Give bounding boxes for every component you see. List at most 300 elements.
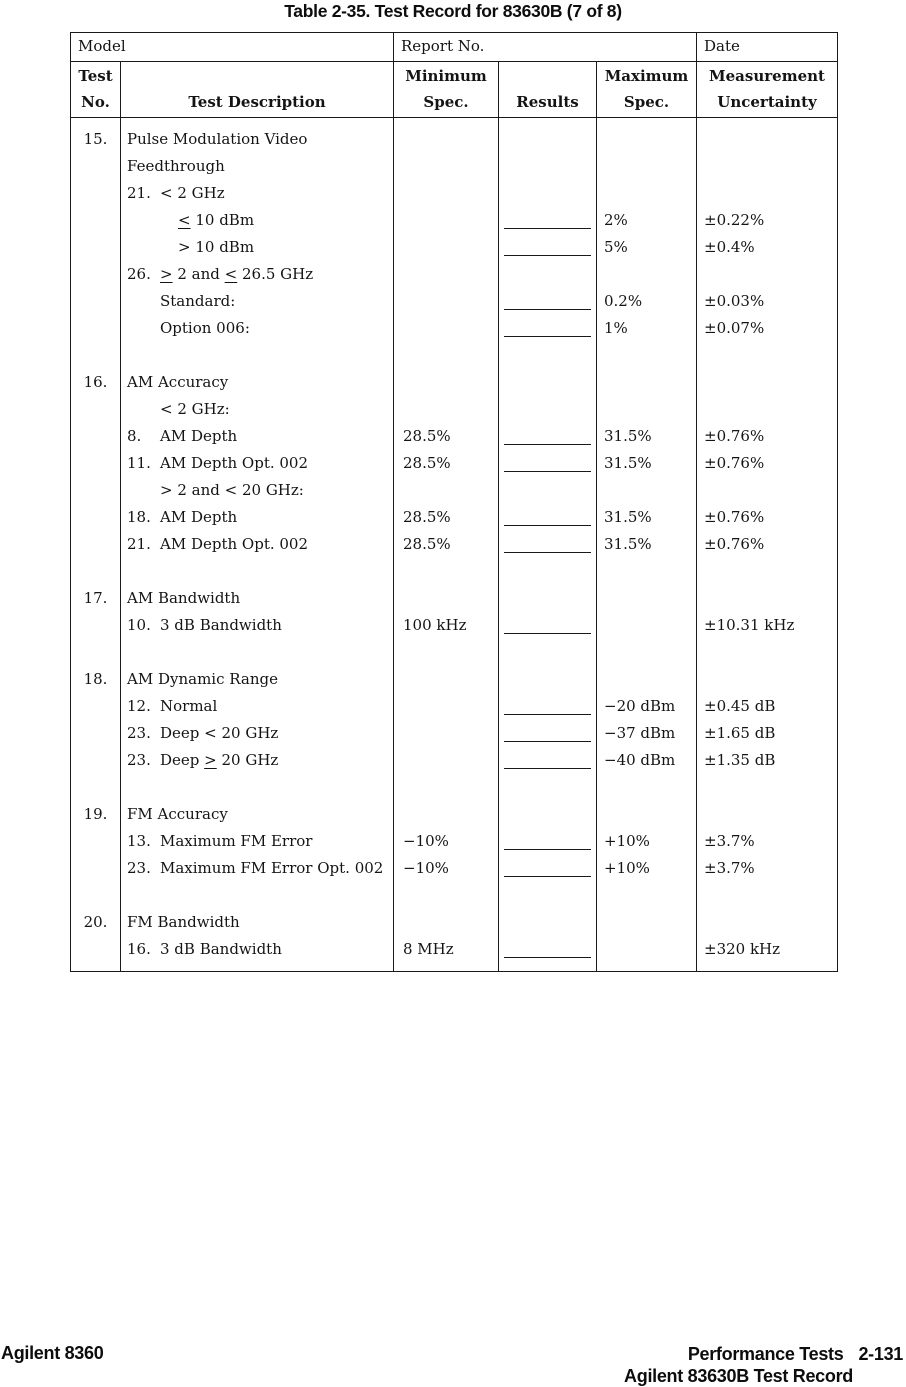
description-cell <box>120 666 393 693</box>
min-spec-cell <box>393 720 498 747</box>
test-no-cell <box>71 693 120 720</box>
test-no-cell <box>71 639 120 666</box>
uncertainty-cell <box>696 585 837 612</box>
test-no-cell: 15. <box>83 130 108 148</box>
results-cell <box>498 801 596 828</box>
test-no-cell <box>71 342 120 369</box>
min-spec-cell <box>393 261 498 288</box>
test-no-cell <box>71 396 120 423</box>
min-spec-cell <box>393 909 498 936</box>
results-cell <box>498 666 596 693</box>
uncertainty-cell: ±0.4% <box>696 234 837 261</box>
test-no-cell <box>71 774 120 801</box>
uncertainty-cell <box>696 369 837 396</box>
table-row <box>71 153 837 180</box>
max-spec-cell: 31.5% <box>596 531 696 558</box>
results-cell <box>498 450 596 477</box>
table-row <box>71 693 837 720</box>
uncertainty-cell: ±3.7% <box>696 855 837 882</box>
results-cell <box>498 288 596 315</box>
description-cell <box>120 639 393 666</box>
test-no-cell: 17. <box>83 589 108 607</box>
test-no-cell <box>71 828 120 855</box>
min-spec-cell: 28.5% <box>393 531 498 558</box>
description-text: Maximum FM Error <box>160 832 313 850</box>
test-no-cell <box>71 504 120 531</box>
description-cell <box>120 909 393 936</box>
results-cell <box>498 396 596 423</box>
min-spec-cell <box>393 747 498 774</box>
description-cell <box>120 612 393 639</box>
max-spec-cell: +10% <box>596 828 696 855</box>
table-row <box>71 747 837 774</box>
max-spec-cell <box>596 396 696 423</box>
uncertainty-cell: ±3.7% <box>696 828 837 855</box>
max-spec-cell <box>596 909 696 936</box>
uncertainty-cell <box>696 801 837 828</box>
results-blank-line <box>504 552 591 553</box>
results-cell <box>498 828 596 855</box>
uncertainty-cell: ±1.35 dB <box>696 747 837 774</box>
max-spec-cell: 31.5% <box>596 450 696 477</box>
description-text: 26.5 GHz <box>237 265 314 283</box>
results-blank-line <box>504 876 591 877</box>
max-spec-cell <box>596 342 696 369</box>
table-row <box>71 666 837 693</box>
description-cell <box>120 774 393 801</box>
uncertainty-cell <box>696 153 837 180</box>
table-row <box>71 180 837 207</box>
results-cell <box>498 774 596 801</box>
description-text: FM Bandwidth <box>127 913 240 931</box>
test-no-cell <box>71 531 120 558</box>
table-row <box>71 118 837 126</box>
test-no-cell <box>71 747 120 774</box>
description-cell <box>120 828 393 855</box>
test-no-cell: 19. <box>83 805 108 823</box>
results-cell <box>498 747 596 774</box>
col-header-results: Results <box>498 62 596 117</box>
table-row <box>71 801 837 828</box>
results-cell <box>498 855 596 882</box>
description-text: > 10 dBm <box>178 238 255 256</box>
min-spec-cell <box>393 288 498 315</box>
description-cell <box>120 693 393 720</box>
table-meta-row <box>71 33 837 62</box>
description-cell <box>120 153 393 180</box>
results-cell <box>498 261 596 288</box>
test-no-cell <box>71 963 120 971</box>
description-cell <box>120 504 393 531</box>
sub-item-number: 21. <box>127 184 151 202</box>
table-row <box>71 612 837 639</box>
table-row <box>71 288 837 315</box>
table-row <box>71 936 837 963</box>
min-spec-cell <box>393 369 498 396</box>
results-blank-line <box>504 714 591 715</box>
max-spec-cell <box>596 612 696 639</box>
col-header-uncertainty: Measurement Uncertainty <box>696 62 837 117</box>
min-spec-cell <box>393 396 498 423</box>
max-spec-cell <box>596 801 696 828</box>
sub-item-number: 16. <box>127 940 151 958</box>
test-no-cell <box>71 423 120 450</box>
uncertainty-cell <box>696 774 837 801</box>
uncertainty-cell: ±0.76% <box>696 423 837 450</box>
uncertainty-cell <box>696 909 837 936</box>
report-no-field-label: Report No. <box>393 33 696 61</box>
test-no-cell <box>71 882 120 909</box>
uncertainty-cell: ±0.03% <box>696 288 837 315</box>
description-text: 10 dBm <box>190 211 255 229</box>
results-blank-line <box>504 309 591 310</box>
description-cell <box>120 261 393 288</box>
table-row <box>71 585 837 612</box>
description-text: 2 and <box>172 265 225 283</box>
description-cell <box>120 855 393 882</box>
description-cell <box>120 558 393 585</box>
min-spec-cell <box>393 585 498 612</box>
sub-item-number: 11. <box>127 454 151 472</box>
uncertainty-cell: ±0.07% <box>696 315 837 342</box>
table-row <box>71 315 837 342</box>
results-cell <box>498 936 596 963</box>
uncertainty-cell: ±0.45 dB <box>696 693 837 720</box>
max-spec-cell <box>596 666 696 693</box>
sub-item-number: 18. <box>127 508 151 526</box>
description-cell <box>120 747 393 774</box>
test-no-cell <box>71 315 120 342</box>
description-cell <box>120 342 393 369</box>
results-cell <box>498 612 596 639</box>
min-spec-cell <box>393 118 498 126</box>
results-cell <box>498 693 596 720</box>
min-spec-cell <box>393 639 498 666</box>
min-spec-cell <box>393 315 498 342</box>
table-row <box>71 126 837 153</box>
description-cell <box>120 477 393 504</box>
footer-right <box>624 1343 903 1387</box>
col-header-maximum-spec: Maximum Spec. <box>596 62 696 117</box>
min-spec-cell <box>393 234 498 261</box>
results-cell <box>498 504 596 531</box>
min-spec-cell <box>393 882 498 909</box>
min-spec-cell <box>393 126 498 153</box>
table-body <box>71 118 837 971</box>
description-text: Deep < 20 GHz <box>160 724 279 742</box>
description-text: AM Accuracy <box>127 373 229 391</box>
min-spec-cell <box>393 477 498 504</box>
test-no-cell <box>71 153 120 180</box>
description-cell <box>120 720 393 747</box>
uncertainty-cell: ±1.65 dB <box>696 720 837 747</box>
table-row <box>71 909 837 936</box>
results-cell <box>498 963 596 971</box>
results-cell <box>498 342 596 369</box>
min-spec-cell: −10% <box>393 828 498 855</box>
description-cell <box>120 180 393 207</box>
table-row <box>71 423 837 450</box>
min-spec-cell <box>393 801 498 828</box>
description-text: AM Depth Opt. 002 <box>160 454 309 472</box>
table-row <box>71 963 837 971</box>
table-row <box>71 558 837 585</box>
uncertainty-cell: ±0.76% <box>696 504 837 531</box>
description-text: < 2 GHz: <box>160 400 230 418</box>
results-cell <box>498 153 596 180</box>
max-spec-cell <box>596 585 696 612</box>
min-spec-cell: 8 MHz <box>393 936 498 963</box>
results-blank-line <box>504 849 591 850</box>
uncertainty-cell <box>696 342 837 369</box>
test-no-cell <box>71 207 120 234</box>
uncertainty-cell: ±10.31 kHz <box>696 612 837 639</box>
sub-item-number: 12. <box>127 697 151 715</box>
min-spec-cell <box>393 774 498 801</box>
results-cell <box>498 558 596 585</box>
results-blank-line <box>504 444 591 445</box>
max-spec-cell: +10% <box>596 855 696 882</box>
results-cell <box>498 126 596 153</box>
max-spec-cell <box>596 369 696 396</box>
table-row <box>71 882 837 909</box>
results-blank-line <box>504 255 591 256</box>
sub-item-number: 23. <box>127 724 151 742</box>
test-no-cell <box>71 936 120 963</box>
min-spec-cell: −10% <box>393 855 498 882</box>
results-blank-line <box>504 471 591 472</box>
table-row <box>71 342 837 369</box>
max-spec-cell <box>596 126 696 153</box>
description-cell <box>120 396 393 423</box>
test-no-cell <box>71 180 120 207</box>
description-cell <box>120 207 393 234</box>
results-blank-line <box>504 957 591 958</box>
description-text: AM Bandwidth <box>127 589 241 607</box>
uncertainty-cell <box>696 882 837 909</box>
description-cell <box>120 118 393 126</box>
description-text: AM Depth Opt. 002 <box>160 535 309 553</box>
table-row <box>71 504 837 531</box>
description-text: 3 dB Bandwidth <box>160 616 282 634</box>
max-spec-cell <box>596 118 696 126</box>
max-spec-cell: −37 dBm <box>596 720 696 747</box>
table-row <box>71 207 837 234</box>
min-spec-cell <box>393 153 498 180</box>
max-spec-cell <box>596 180 696 207</box>
table-row <box>71 396 837 423</box>
footer-product-name: Agilent 8360 <box>1 1343 104 1363</box>
max-spec-cell: −20 dBm <box>596 693 696 720</box>
description-text: 20 GHz <box>216 751 279 769</box>
test-no-cell <box>71 261 120 288</box>
min-spec-cell <box>393 207 498 234</box>
description-cell <box>120 126 393 153</box>
sub-item-number: 26. <box>127 265 151 283</box>
description-text: Pulse Modulation Video <box>127 130 308 148</box>
sub-item-number: 21. <box>127 535 151 553</box>
test-no-cell <box>71 118 120 126</box>
max-spec-cell: 2% <box>596 207 696 234</box>
table-row <box>71 450 837 477</box>
sub-item-number: 8. <box>127 427 142 445</box>
footer-page-number: 2-131 <box>858 1344 903 1364</box>
uncertainty-cell <box>696 126 837 153</box>
test-no-cell <box>71 855 120 882</box>
results-blank-line <box>504 741 591 742</box>
description-text: FM Accuracy <box>127 805 228 823</box>
description-text: AM Depth <box>160 427 238 445</box>
description-cell <box>120 423 393 450</box>
footer-section-title: Performance Tests <box>687 1344 844 1364</box>
description-cell <box>120 288 393 315</box>
description-cell <box>120 801 393 828</box>
description-text: Standard: <box>160 292 236 310</box>
description-text: Normal <box>160 697 218 715</box>
description-text: AM Dynamic Range <box>127 670 278 688</box>
max-spec-cell <box>596 558 696 585</box>
description-text: Feedthrough <box>127 157 225 175</box>
table-row <box>71 774 837 801</box>
max-spec-cell <box>596 639 696 666</box>
max-spec-cell <box>596 936 696 963</box>
uncertainty-cell <box>696 963 837 971</box>
min-spec-cell: 28.5% <box>393 423 498 450</box>
uncertainty-cell <box>696 180 837 207</box>
max-spec-cell <box>596 963 696 971</box>
max-spec-cell <box>596 882 696 909</box>
model-field-label: Model <box>78 37 126 55</box>
col-header-minimum-spec: Minimum Spec. <box>393 62 498 117</box>
test-no-cell <box>71 288 120 315</box>
results-cell <box>498 477 596 504</box>
max-spec-cell: 31.5% <box>596 504 696 531</box>
description-text: > <box>204 751 217 769</box>
description-text: < 2 GHz <box>160 184 225 202</box>
uncertainty-cell: ±0.22% <box>696 207 837 234</box>
results-cell <box>498 639 596 666</box>
min-spec-cell: 100 kHz <box>393 612 498 639</box>
description-cell <box>120 531 393 558</box>
table-row <box>71 369 837 396</box>
max-spec-cell: 31.5% <box>596 423 696 450</box>
description-cell <box>120 234 393 261</box>
min-spec-cell <box>393 342 498 369</box>
uncertainty-cell <box>696 261 837 288</box>
min-spec-cell <box>393 180 498 207</box>
results-cell <box>498 882 596 909</box>
description-cell <box>120 963 393 971</box>
description-text: AM Depth <box>160 508 238 526</box>
uncertainty-cell <box>696 666 837 693</box>
results-cell <box>498 585 596 612</box>
max-spec-cell <box>596 477 696 504</box>
min-spec-cell <box>393 558 498 585</box>
max-spec-cell <box>596 153 696 180</box>
uncertainty-cell <box>696 477 837 504</box>
test-no-cell <box>71 234 120 261</box>
description-text: < <box>178 211 191 229</box>
results-blank-line <box>504 525 591 526</box>
table-header-row <box>71 62 837 118</box>
table-row <box>71 720 837 747</box>
max-spec-cell: 0.2% <box>596 288 696 315</box>
description-text: < <box>224 265 238 283</box>
description-cell <box>120 882 393 909</box>
test-no-cell <box>71 450 120 477</box>
min-spec-cell <box>393 693 498 720</box>
min-spec-cell: 28.5% <box>393 504 498 531</box>
uncertainty-cell <box>696 558 837 585</box>
col-header-description: Test Description <box>120 62 393 117</box>
table-row <box>71 828 837 855</box>
min-spec-cell: 28.5% <box>393 450 498 477</box>
description-text: Deep <box>160 751 205 769</box>
description-cell <box>120 450 393 477</box>
test-no-cell <box>71 612 120 639</box>
uncertainty-cell: ±320 kHz <box>696 936 837 963</box>
test-no-cell <box>71 477 120 504</box>
description-text: > 2 and < 20 GHz: <box>160 481 304 499</box>
sub-item-number: 23. <box>127 859 151 877</box>
results-blank-line <box>504 336 591 337</box>
results-cell <box>498 909 596 936</box>
table-row <box>71 855 837 882</box>
description-cell <box>120 369 393 396</box>
test-no-cell <box>71 720 120 747</box>
results-cell <box>498 423 596 450</box>
results-cell <box>498 720 596 747</box>
results-blank-line <box>504 228 591 229</box>
sub-item-number: 10. <box>127 616 151 634</box>
description-cell <box>120 936 393 963</box>
test-no-cell: 16. <box>83 373 108 391</box>
table-row <box>71 639 837 666</box>
test-record-table <box>70 32 838 972</box>
page-title: Table 2-35. Test Record for 83630B (7 of 8) <box>284 1 622 21</box>
description-text: Maximum FM Error Opt. 002 <box>160 859 384 877</box>
max-spec-cell <box>596 774 696 801</box>
results-cell <box>498 207 596 234</box>
test-no-cell <box>71 558 120 585</box>
sub-item-number: 13. <box>127 832 151 850</box>
results-blank-line <box>504 768 591 769</box>
test-no-cell: 20. <box>83 913 108 931</box>
description-cell <box>120 585 393 612</box>
table-row <box>71 477 837 504</box>
max-spec-cell: 5% <box>596 234 696 261</box>
results-cell <box>498 531 596 558</box>
table-row <box>71 234 837 261</box>
results-blank-line <box>504 633 591 634</box>
footer-section-line <box>624 1343 903 1365</box>
uncertainty-cell: ±0.76% <box>696 450 837 477</box>
uncertainty-cell: ±0.76% <box>696 531 837 558</box>
results-cell <box>498 180 596 207</box>
min-spec-cell <box>393 963 498 971</box>
table-row <box>71 261 837 288</box>
test-no-cell: 18. <box>83 670 108 688</box>
min-spec-cell <box>393 666 498 693</box>
results-cell <box>498 234 596 261</box>
sub-item-number: 23. <box>127 751 151 769</box>
description-text: > <box>160 265 173 283</box>
max-spec-cell: −40 dBm <box>596 747 696 774</box>
col-header-test-no: Test No. <box>78 67 113 111</box>
table-row <box>71 531 837 558</box>
date-field-label: Date <box>696 33 837 61</box>
results-cell <box>498 315 596 342</box>
